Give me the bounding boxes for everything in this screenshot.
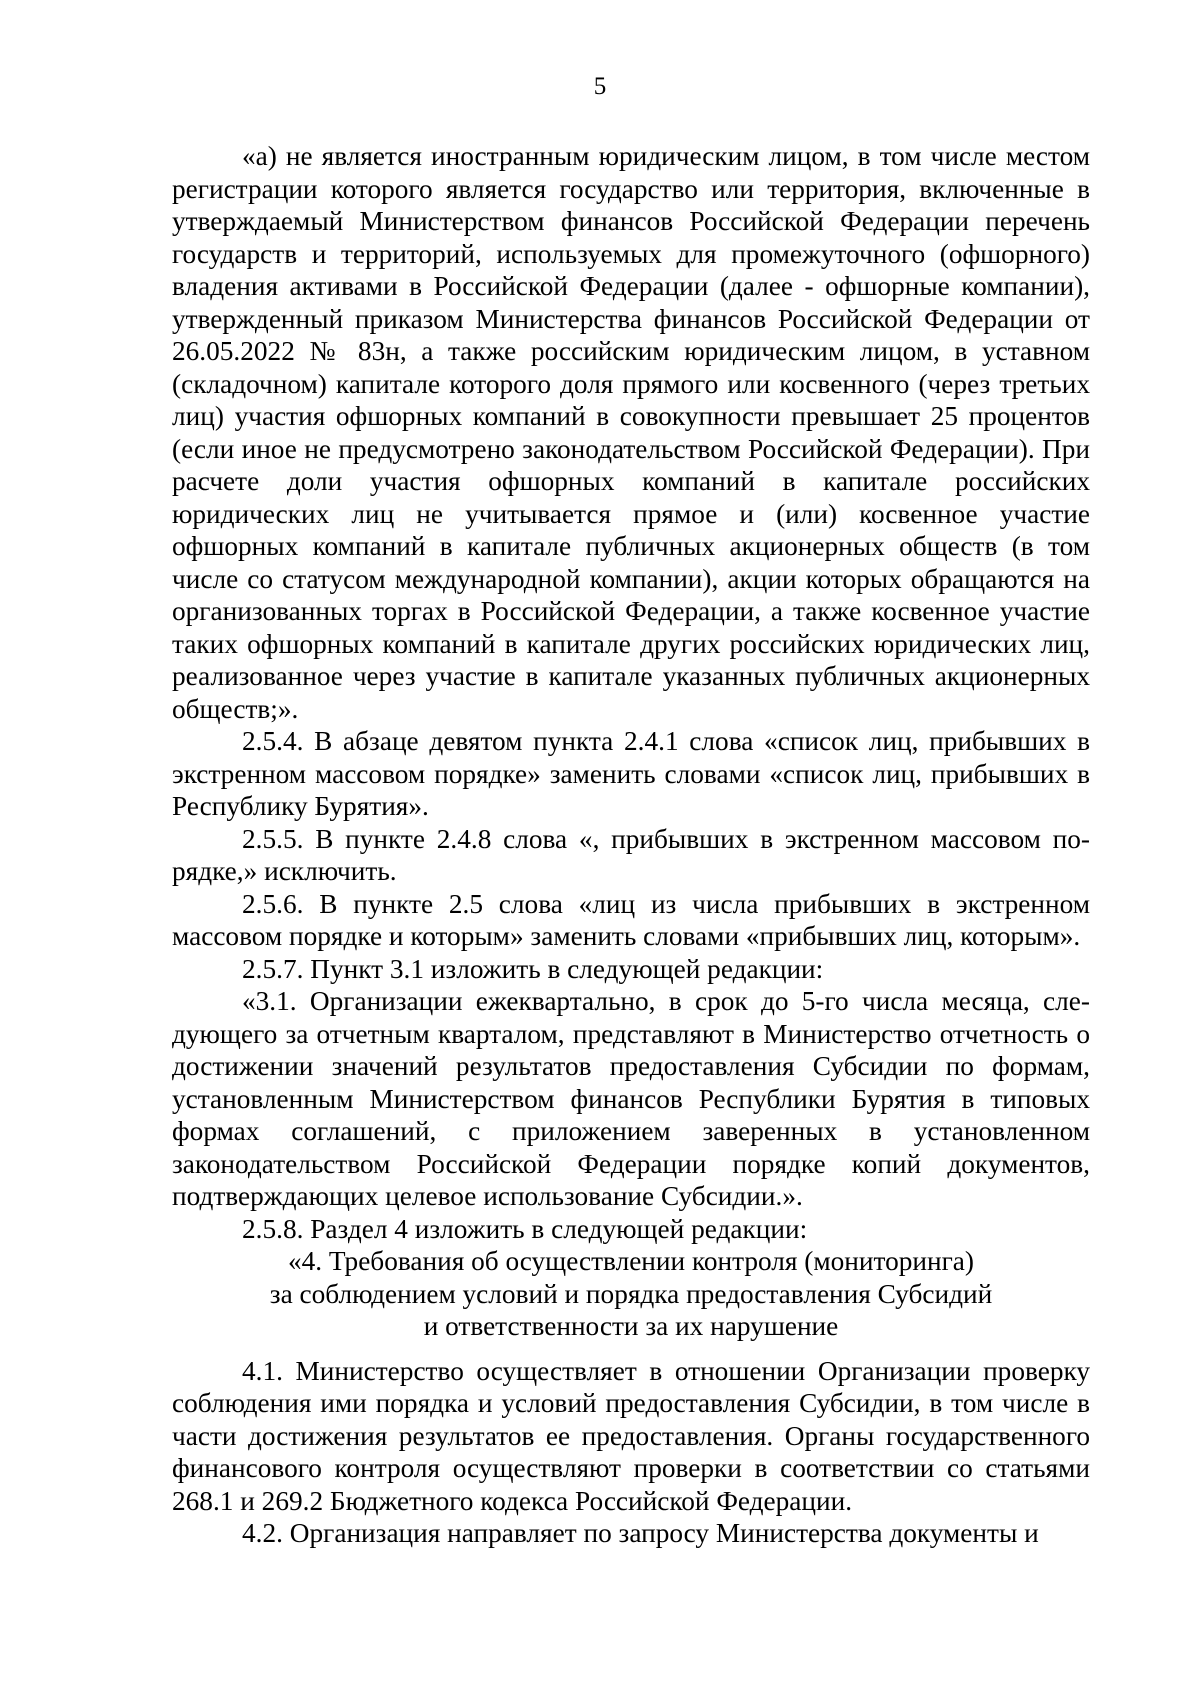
page-number: 5	[593, 73, 607, 100]
paragraph-2-5-5: 2.5.5. В пункте 2.4.8 слова «, прибывших в экстренном массовом порядке,» исключить.	[172, 823, 1090, 886]
section-heading-line: и ответственности за их нарушение	[423, 1311, 839, 1341]
section-heading-line: «4. Требования об осуществлении контроля (мониторинга)	[287, 1246, 975, 1276]
section-heading-line: за соблюдением условий и порядка предоставления Субсидий	[269, 1278, 993, 1309]
paragraph-3-1: «3.1. Организации ежеквартально, в срок до 5-го числа месяца, следующего за отчетным кварталом, представляют в Министерство отчетность о достижении значений результатов предоставления Субсидии по формам, установленным Министерством финансов Республики Бурятия в типовых формах соглашений, с приложением заверенных в установленном законодательством Российской Федерации порядке копий документов, подтверждающих целевое использование Субсидии.».	[172, 986, 1090, 1211]
paragraph-4-2: 4.2. Организация направляет по запросу Министерства документы и	[242, 1518, 1039, 1548]
paragraph-2-5-6: 2.5.6. В пункте 2.5 слова «лиц из числа прибывших в экстренном массовом порядке и которым» заменить словами «прибывших лиц, которым».	[172, 888, 1090, 951]
document-body	[172, 140, 1090, 1550]
paragraph-2-5-4: 2.5.4. В абзаце девятом пункта 2.4.1 слова «список лиц, прибывших в экстренном массовом порядке» заменить словами «список лиц, прибывших в Республику Бурятия».	[172, 726, 1090, 821]
paragraph-2-5-8: 2.5.8. Раздел 4 изложить в следующей редакции:	[242, 1213, 808, 1244]
paragraph-offshore-requirement: «а) не является иностранным юридическим лицом, в том числе местом регистрации которого является государство или территория, включенные в утверждаемый Министерством финансов Российской Федерации перечень государств и территорий, используемых для промежуточного (офшорного) владения активами в Российской Федерации (далее - офшорные компании), утвержденный приказом Министерства финансов Российской Федерации от 26.05.2022 № 83н, а также российским юридическим лицом, в уставном (складочном) капитале которого доля прямого или косвенного (через третьих лиц) участия офшорных компаний в совокупности превышает 25 процентов (если иное не предусмотрено законодательством Российской Федерации). При расчете доли участия офшорных компаний в капитале российских юридических лиц не учитывается прямое и (или) косвенное участие офшорных компаний в капитале публичных акционерных обществ (в том числе со статусом международной компании), акции которых обращаются на организованных торгах в Российской Федерации, а также косвенное участие таких офшорных компаний в капитале других российских юридических лиц, реализованное через участие в капитале указанных публичных акционерных обществ;».	[172, 141, 1090, 724]
paragraph-4-1: 4.1. Министерство осуществляет в отношении Организации проверку соблюдения ими порядка и условий предоставления Субсидии, в том числе в части достижения результатов ее предоставления. Органы государственного финансового контроля осуществляют проверки в соответствии со статьями 268.1 и 269.2 Бюджетного кодекса Российской Федерации.	[172, 1355, 1090, 1516]
paragraph-2-5-7: 2.5.7. Пункт 3.1 изложить в следующей редакции:	[242, 953, 824, 984]
